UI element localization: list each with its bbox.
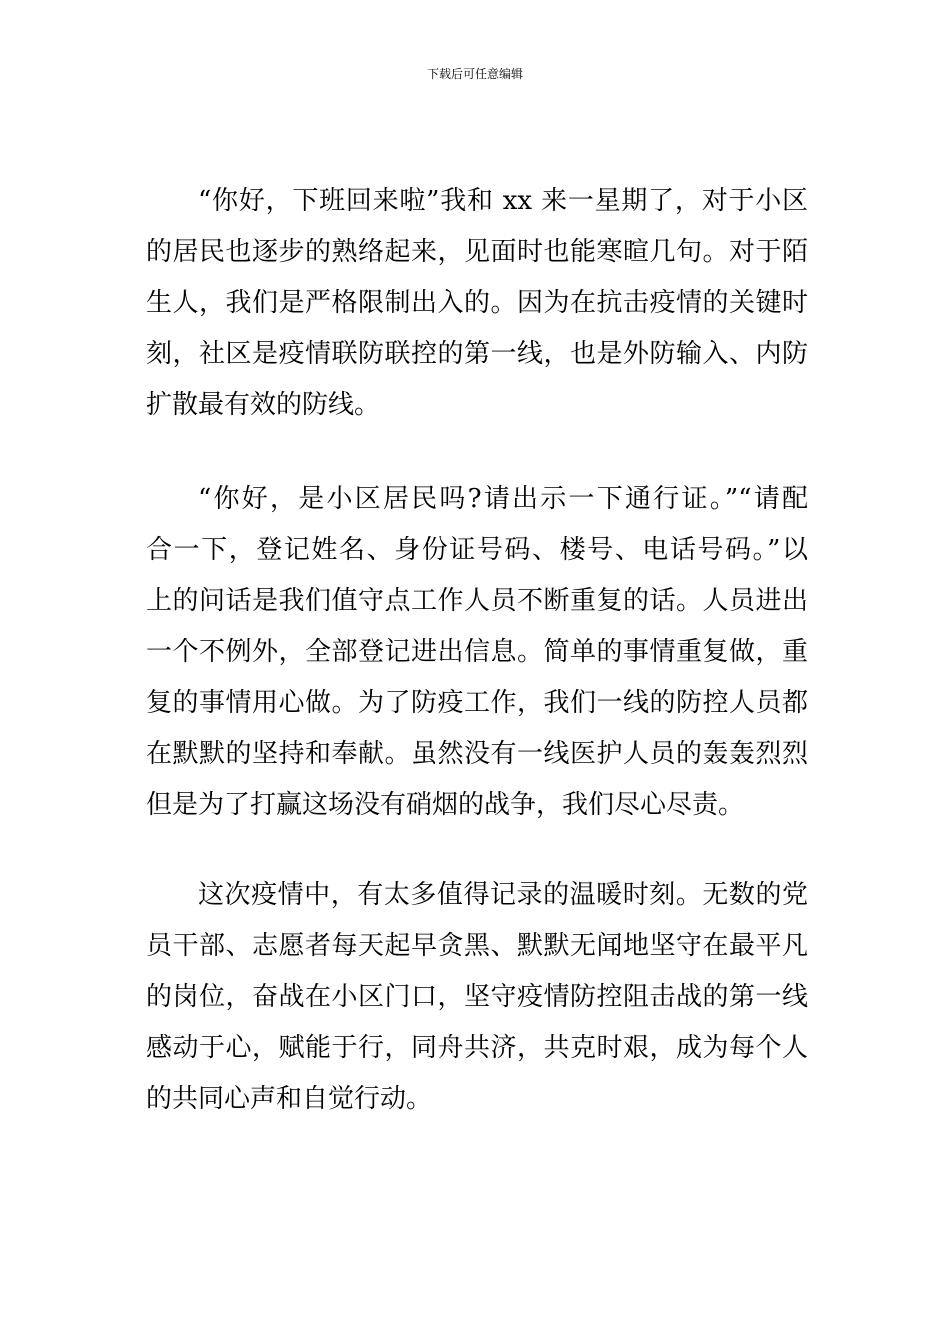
paragraph-line: 生人，我们是严格限制出入的。因为在抗击疫情的关键时 [146, 288, 808, 318]
paragraph-line: 刻，社区是疫情联防联控的第一线，也是外防输入、内防 [146, 339, 808, 369]
paragraph-line: 扩散最有效的防线。 [146, 390, 381, 420]
paragraph-2 [146, 474, 808, 831]
paragraph-line: 这次疫情中，有太多值得记录的温暖时刻。无数的党 [198, 880, 808, 910]
paragraph-line: 合一下，登记姓名、身份证号码、楼号、电话号码。”以 [146, 535, 808, 565]
paragraph-line: 一个不例外，全部登记进出信息。简单的事情重复做，重 [146, 637, 808, 667]
paragraph-3 [146, 870, 808, 1125]
paragraph-line: 的岗位，奋战在小区门口，坚守疫情防控阻击战的第一线 [146, 982, 808, 1012]
paragraph-line: 在默默的坚持和奉献。虽然没有一线医护人员的轰轰烈烈 [146, 739, 808, 769]
paragraph-1 [146, 176, 808, 431]
paragraph-line: 上的问话是我们值守点工作人员不断重复的话。人员进出 [146, 586, 808, 616]
paragraph-line: 复的事情用心做。为了防疫工作，我们一线的防控人员都 [146, 688, 808, 718]
paragraph-line: “你好，下班回来啦”我和 xx 来一星期了，对于小区 [198, 186, 808, 216]
paragraph-line: 员干部、志愿者每天起早贪黑、默默无闻地坚守在最平凡 [146, 931, 808, 961]
paragraph-line: “你好，是小区居民吗?请出示一下通行证。”“请配 [198, 484, 808, 514]
paragraph-line: 但是为了打赢这场没有硝烟的战争，我们尽心尽责。 [146, 790, 745, 820]
page-header: 下载后可任意编辑 [426, 67, 523, 81]
paragraph-line: 感动于心，赋能于行，同舟共济，共克时艰，成为每个人 [146, 1033, 808, 1063]
paragraph-line: 的共同心声和自觉行动。 [146, 1084, 433, 1114]
paragraph-line: 的居民也逐步的熟络起来，见面时也能寒暄几句。对于陌 [146, 237, 808, 267]
